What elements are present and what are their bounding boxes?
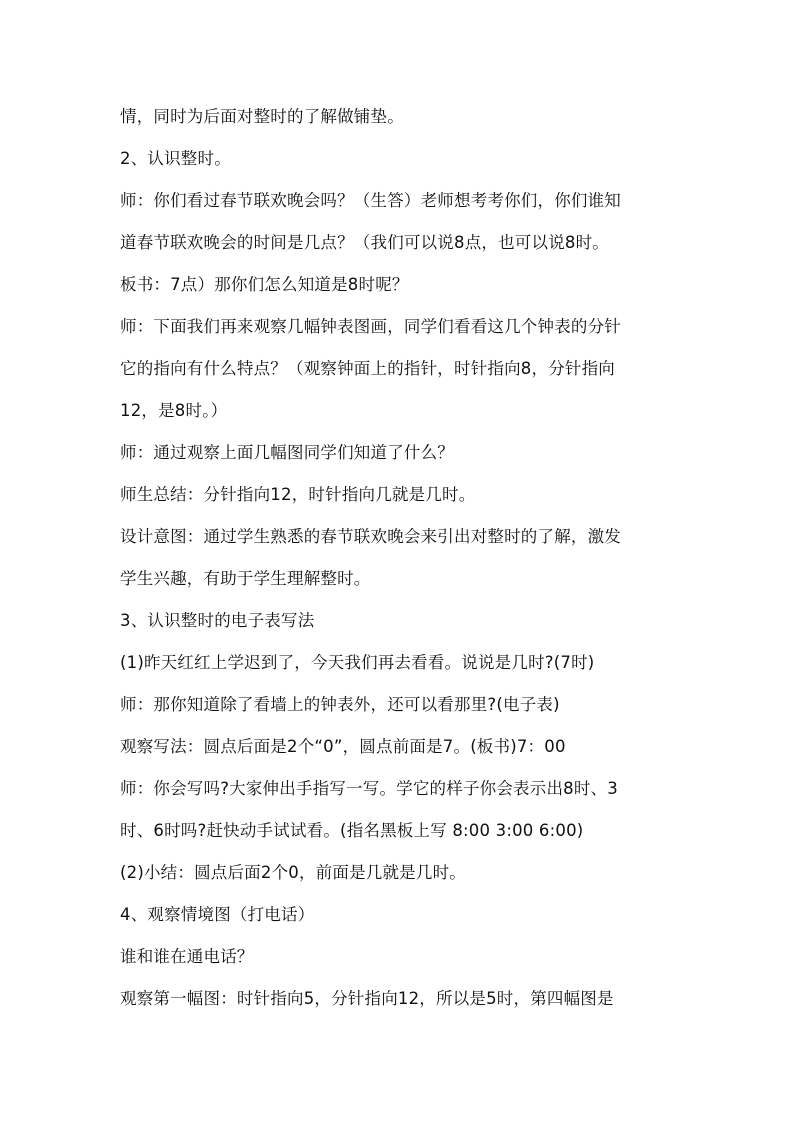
text-line-4: 道春节联欢晚会的时间是几点？（我们可以说8点，也可以说8时。 — [120, 233, 609, 252]
text-line-11: 设计意图：通过学生熟悉的春节联欢晚会来引出对整时的了解，激发 — [120, 527, 621, 546]
section-heading-4: 4、观察情境图（打电话） — [120, 905, 315, 924]
section-heading-2: 2、认识整时。 — [120, 149, 231, 168]
text-line-12: 学生兴趣，有助于学生理解整时。 — [120, 569, 371, 588]
text-line-15: 师：那你知道除了看墙上的钟表外，还可以看那里?(电子表) — [120, 695, 560, 714]
section-heading-3: 3、认识整时的电子表写法 — [120, 611, 315, 630]
text-line-22: 观察第一幅图：时针指向5，分针指向12，所以是5时，第四幅图是 — [120, 989, 614, 1008]
text-line-18: 时、6时吗?赶快动手试试看。(指名黑板上写 8:00 3:00 6:00) — [120, 821, 584, 840]
text-line-8: 12，是8时。） — [120, 401, 228, 420]
text-line-21: 谁和谁在通电话？ — [120, 947, 254, 966]
text-line-5: 板书：7点）那你们怎么知道是8时呢？ — [120, 275, 409, 294]
text-line-17: 师：你会写吗?大家伸出手指写一写。学它的样子你会表示出8时、3 — [120, 779, 618, 798]
text-line-1: 情，同时为后面对整时的了解做铺垫。 — [120, 107, 404, 126]
text-line-16: 观察写法：圆点后面是2个“0”，圆点前面是7。(板书)7：00 — [120, 737, 566, 756]
text-line-9: 师：通过观察上面几幅图同学们知道了什么？ — [120, 443, 454, 462]
text-line-3: 师：你们看过春节联欢晚会吗？（生答）老师想考考你们，你们谁知 — [120, 191, 621, 210]
text-line-19: (2)小结：圆点后面2个0，前面是几就是几时。 — [120, 863, 466, 882]
text-line-14: (1)昨天红红上学迟到了，今天我们再去看看。说说是几时?(7时) — [120, 653, 595, 672]
text-line-7: 它的指向有什么特点？（观察钟面上的指针，时针指向8，分针指向 — [120, 359, 615, 378]
text-line-10: 师生总结：分针指向12，时针指向几就是几时。 — [120, 485, 476, 504]
text-line-6: 师：下面我们再来观察几幅钟表图画，同学们看看这几个钟表的分针 — [120, 317, 621, 336]
